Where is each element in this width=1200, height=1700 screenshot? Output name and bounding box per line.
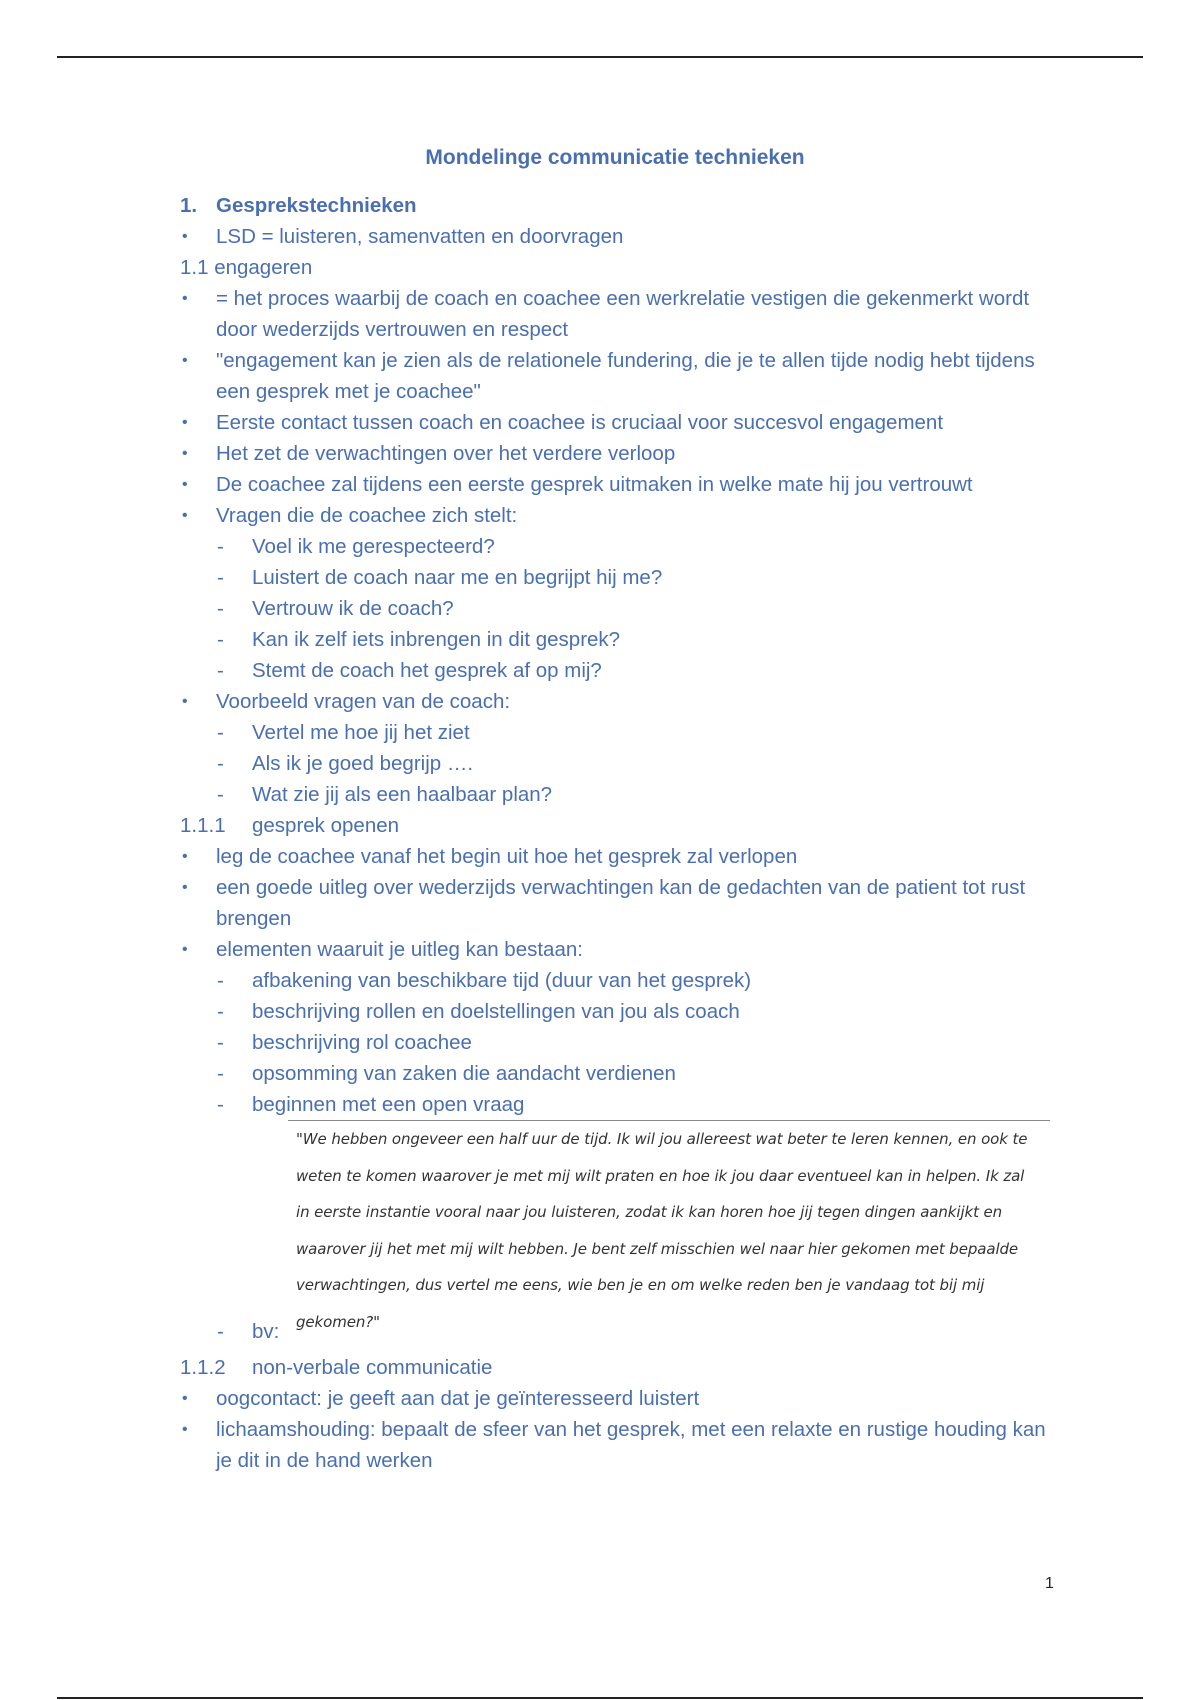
- list-item: [180, 1414, 1050, 1476]
- section-number: 1.: [180, 194, 198, 217]
- list-item: [180, 1383, 1050, 1414]
- subsection-number: 1.1.2: [180, 1356, 226, 1379]
- example-quote-image: [288, 1120, 1050, 1340]
- sub-list-text: Vertel me hoe jij het ziet: [252, 721, 470, 744]
- example-quote-text: "We hebben ongeveer een half uur de tijd. Ik wil jou allereest wat beter te leren kennen, en ook te weten te komen waarover je met mij wilt praten en hoe ik jou daar eventueel kan in helpen. Ik zal in eerste instantie vooral naar jou luisteren, zodat ik kan horen hoe jij tegen dingen aankijkt en waarover jij het met mij wilt hebben. Je bent zelf misschien wel naar hier gekomen met bepaalde verwachtingen, dus vertel me eens, wie ben je en om welke reden ben je vandaag tot bij mij gekomen?": [296, 1130, 1028, 1331]
- dash-icon: -: [217, 1031, 224, 1054]
- list-item: [180, 221, 1050, 252]
- list-item: [180, 686, 1050, 717]
- sub-list-text: beschrijving rol coachee: [252, 1031, 472, 1054]
- sub-list-text: Vertrouw ik de coach?: [252, 597, 454, 620]
- sub-list-item: [180, 624, 1050, 655]
- dash-icon: -: [217, 969, 224, 992]
- sub-list-item: [180, 562, 1050, 593]
- dash-icon: -: [217, 1320, 224, 1343]
- bullet-icon: •: [182, 290, 188, 307]
- sub-list-item: [180, 996, 1050, 1027]
- bullet-text: oogcontact: je geeft aan dat je geïnteresseerd luistert: [216, 1387, 700, 1410]
- subsection-heading: [180, 1352, 1050, 1383]
- sub-list-text: bv:: [252, 1320, 280, 1343]
- sub-list-item: [180, 655, 1050, 686]
- dash-icon: -: [217, 721, 224, 744]
- bullet-icon: •: [182, 228, 188, 245]
- sub-list-item: [180, 1089, 1050, 1120]
- sub-list-item: [180, 965, 1050, 996]
- sub-list-text: Luistert de coach naar me en begrijpt hij me?: [252, 566, 663, 589]
- list-item: [180, 283, 1050, 345]
- sub-list-text: Kan ik zelf iets inbrengen in dit gesprek?: [252, 628, 621, 651]
- sub-list-item: [180, 748, 1050, 779]
- dash-icon: -: [217, 752, 224, 775]
- bullet-text: = het proces waarbij de coach en coachee een werkrelatie vestigen die gekenmerkt wordt door wederzijds vertrouwen en respect: [216, 287, 1030, 341]
- bullet-icon: •: [182, 352, 188, 369]
- page-number: 1: [1045, 1575, 1054, 1592]
- sub-list-text: opsomming van zaken die aandacht verdienen: [252, 1062, 676, 1085]
- bullet-text: Voorbeeld vragen van de coach:: [216, 690, 511, 713]
- dash-icon: -: [217, 628, 224, 651]
- sub-list-text: Als ik je goed begrijp ….: [252, 752, 474, 775]
- bullet-text: Eerste contact tussen coach en coachee is cruciaal voor succesvol engagement: [216, 411, 944, 434]
- subsection-heading: 1.1 engageren: [180, 256, 313, 279]
- subsection-number: 1.1.1: [180, 814, 226, 837]
- sub-list-text: Wat zie jij als een haalbaar plan?: [252, 783, 553, 806]
- dash-icon: -: [217, 1093, 224, 1116]
- sub-list-text: Voel ik me gerespecteerd?: [252, 535, 495, 558]
- bullet-text: LSD = luisteren, samenvatten en doorvragen: [216, 225, 624, 248]
- sub-list-text: beschrijving rollen en doelstellingen van jou als coach: [252, 1000, 740, 1023]
- bullet-text: Het zet de verwachtingen over het verdere verloop: [216, 442, 676, 465]
- sub-list-item: [180, 593, 1050, 624]
- sub-list-item: [180, 531, 1050, 562]
- sub-list-text: beginnen met een open vraag: [252, 1093, 525, 1116]
- bullet-text: "engagement kan je zien als de relationele fundering, die je te allen tijde nodig hebt tijdens een gesprek met je coachee": [216, 349, 1035, 403]
- list-item: [180, 469, 1050, 500]
- bullet-icon: •: [182, 693, 188, 710]
- dash-icon: -: [217, 535, 224, 558]
- dash-icon: -: [217, 597, 224, 620]
- bullet-icon: •: [182, 1390, 188, 1407]
- bullet-icon: •: [182, 1421, 188, 1438]
- bullet-icon: •: [182, 848, 188, 865]
- list-item: [180, 407, 1050, 438]
- dash-icon: -: [217, 659, 224, 682]
- sub-list-item: [180, 1058, 1050, 1089]
- section-title: Gesprekstechnieken: [216, 194, 417, 217]
- bullet-icon: •: [182, 414, 188, 431]
- list-item: [180, 345, 1050, 407]
- list-item: [180, 934, 1050, 965]
- section-heading: [180, 190, 1050, 221]
- list-item: [180, 438, 1050, 469]
- bullet-text: Vragen die de coachee zich stelt:: [216, 504, 518, 527]
- bullet-text: De coachee zal tijdens een eerste gesprek uitmaken in welke mate hij jou vertrouwt: [216, 473, 973, 496]
- list-item: [180, 872, 1050, 934]
- dash-icon: -: [217, 566, 224, 589]
- bullet-icon: •: [182, 879, 188, 896]
- subsection-title: non-verbale communicatie: [252, 1356, 493, 1379]
- dash-icon: -: [217, 1000, 224, 1023]
- bullet-icon: •: [182, 507, 188, 524]
- bullet-icon: •: [182, 476, 188, 493]
- footer-rule: [57, 1697, 1143, 1699]
- bullet-text: leg de coachee vanaf het begin uit hoe het gesprek zal verlopen: [216, 845, 798, 868]
- header-rule: [57, 56, 1143, 58]
- list-item: [180, 500, 1050, 531]
- bullet-text: elementen waaruit je uitleg kan bestaan:: [216, 938, 583, 961]
- sub-list-text: Stemt de coach het gesprek af op mij?: [252, 659, 602, 682]
- bullet-icon: •: [182, 941, 188, 958]
- sub-list-item: [180, 717, 1050, 748]
- bullet-icon: •: [182, 445, 188, 462]
- list-item: [180, 841, 1050, 872]
- bullet-text: lichaamshouding: bepaalt de sfeer van het gesprek, met een relaxte en rustige houding kan je dit in de hand werken: [216, 1418, 1046, 1472]
- document-page: [180, 140, 1050, 1476]
- dash-icon: -: [217, 1062, 224, 1085]
- sub-list-item: [180, 1027, 1050, 1058]
- bullet-text: een goede uitleg over wederzijds verwachtingen kan de gedachten van de patient tot rust brengen: [216, 876, 1026, 930]
- subsection-heading: [180, 810, 1050, 841]
- subsection-title: gesprek openen: [252, 814, 400, 837]
- sub-list-item: [180, 779, 1050, 810]
- sub-list-text: afbakening van beschikbare tijd (duur van het gesprek): [252, 969, 752, 992]
- page-title: Mondelinge communicatie technieken: [425, 146, 805, 169]
- dash-icon: -: [217, 783, 224, 806]
